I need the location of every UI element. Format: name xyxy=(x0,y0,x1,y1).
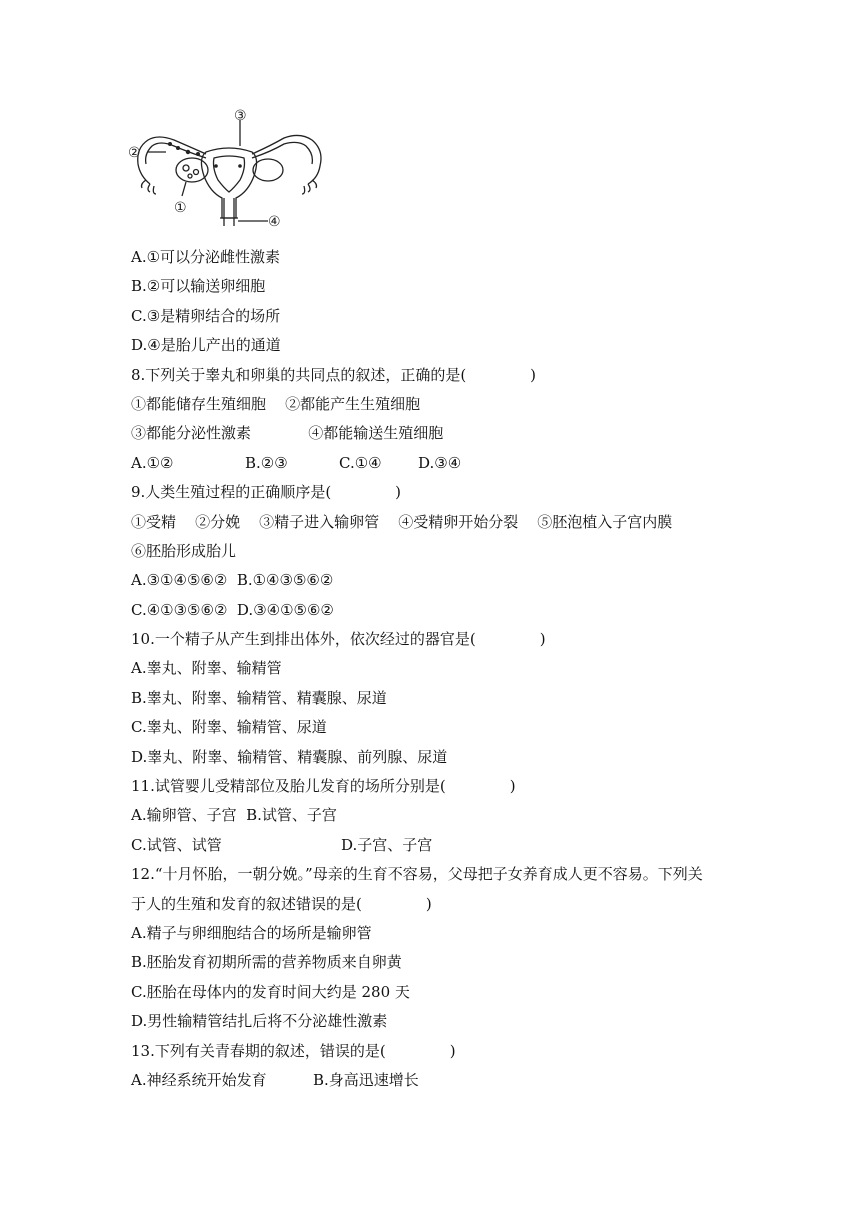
q7-option-b: B.②可以输送卵细胞 xyxy=(131,277,266,296)
q9-items-1: ①受精 ②分娩 ③精子进入输卵管 ④受精卵开始分裂 ⑤胚泡植入子宫内膜 xyxy=(131,512,673,531)
q8-items-2: ③都能分泌性激素 ④都能输送生殖细胞 xyxy=(131,424,444,443)
uterus-outline xyxy=(201,148,256,218)
q11-option-d: D.子宫、子宫 xyxy=(341,835,433,854)
q13-options xyxy=(131,1066,741,1095)
q11-options-1: A.输卵管、子宫 B.试管、子宫 xyxy=(131,806,337,825)
q8-items-1: ①都能储存生殖细胞 ②都能产生生殖细胞 xyxy=(131,394,421,413)
label-4: ④ xyxy=(268,214,281,230)
uterus-inner xyxy=(214,156,245,192)
label-2: ② xyxy=(128,145,141,161)
q13-stem: 13.下列有关青春期的叙述，错误的是( ) xyxy=(131,1041,456,1060)
q8-options xyxy=(131,449,741,478)
q12-option-b: B.胚胎发育初期所需的营养物质来自卵黄 xyxy=(131,953,402,972)
q12-option-a: A.精子与卵细胞结合的场所是输卵管 xyxy=(131,923,372,942)
q7-option-c: C.③是精卵结合的场所 xyxy=(131,306,281,325)
left-ovary xyxy=(176,158,208,182)
q9-items-2: ⑥胚胎形成胎儿 xyxy=(131,541,237,560)
q10-stem: 10.一个精子从产生到排出体外，依次经过的器官是( ) xyxy=(131,630,546,649)
q10-option-c: C.睾丸、附睾、输精管、尿道 xyxy=(131,718,327,737)
q8-stem: 8.下列关于睾丸和卵巢的共同点的叙述，正确的是( ) xyxy=(131,365,537,384)
q10-option-b: B.睾丸、附睾、输精管、精囊腺、尿道 xyxy=(131,688,387,707)
q11-options-2 xyxy=(131,831,741,860)
q12-option-d: D.男性输精管结扎后将不分泌雄性激素 xyxy=(131,1012,388,1031)
q9-stem: 9.人类生殖过程的正确顺序是( ) xyxy=(131,483,402,502)
q12-stem-2: 于人的生殖和发育的叙述错误的是( ) xyxy=(131,894,432,913)
question-text-block xyxy=(131,243,741,1095)
q7-option-a: A.①可以分泌雌性激素 xyxy=(131,248,281,266)
q8-option-d: D.③④ xyxy=(418,453,462,472)
label-1: ① xyxy=(174,200,187,216)
q12-stem-1: 12.“十月怀胎，一朝分娩。”母亲的生育不容易，父母把子女养育成人更不容易。下列关 xyxy=(131,865,703,884)
q9-options-1: A.③①④⑤⑥② B.①④③⑤⑥② xyxy=(131,571,334,590)
right-ovary xyxy=(253,159,283,181)
q8-option-b: B.②③ xyxy=(245,453,288,472)
q8-option-c: C.①④ xyxy=(339,453,382,472)
q9-options-2: C.④①③⑤⑥② D.③④①⑤⑥② xyxy=(131,600,334,619)
q10-option-d: D.睾丸、附睾、输精管、精囊腺、前列腺、尿道 xyxy=(131,747,448,766)
label-3: ③ xyxy=(234,108,247,124)
female-reproductive-system-diagram xyxy=(126,106,332,232)
q11-stem: 11.试管婴儿受精部位及胎儿发育的场所分别是( ) xyxy=(131,777,516,796)
q11-option-c: C.试管、试管 xyxy=(131,835,222,854)
q8-option-a: A.①② xyxy=(131,453,174,472)
q13-option-b: B.身高迅速增长 xyxy=(313,1070,419,1089)
q12-option-c: C.胚胎在母体内的发育时间大约是 280 天 xyxy=(131,982,410,1001)
q7-option-d: D.④是胎儿产出的通道 xyxy=(131,336,281,355)
q13-option-a: A.神经系统开始发育 xyxy=(131,1070,267,1089)
q10-option-a: A.睾丸、附睾、输精管 xyxy=(131,659,282,678)
vagina-outline xyxy=(220,198,238,226)
